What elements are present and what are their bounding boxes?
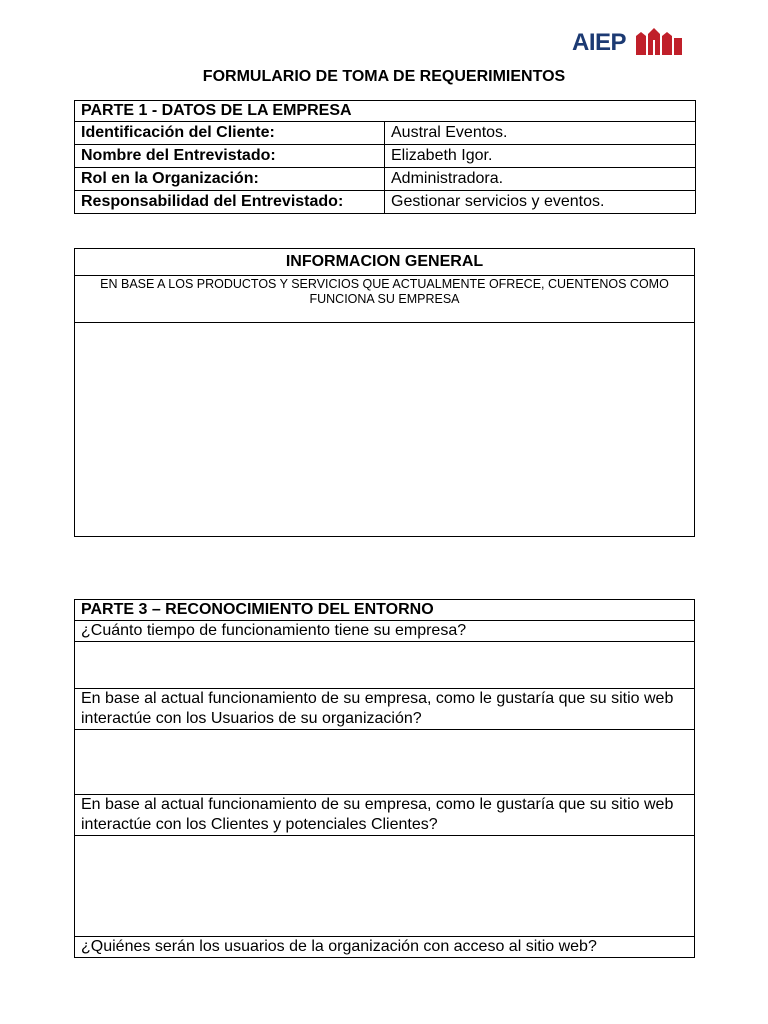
logo-houses-icon <box>634 26 684 56</box>
question-2-answer-field[interactable] <box>75 730 695 795</box>
environment-table <box>74 599 695 958</box>
general-info-answer-field[interactable] <box>75 323 695 537</box>
question-1-answer-field[interactable] <box>75 642 695 689</box>
question-1-text: ¿Cuánto tiempo de funcionamiento tiene su empresa? <box>75 621 695 642</box>
section-header-info-general: INFORMACION GENERAL <box>75 249 695 276</box>
responsibility-label: Responsabilidad del Entrevistado: <box>75 191 385 214</box>
client-id-label: Identificación del Cliente: <box>75 122 385 145</box>
question-3-text: En base al actual funcionamiento de su empresa, como le gustaría que su sitio web interactúe con los Clientes y potenciales Clientes? <box>75 795 695 836</box>
role-value[interactable]: Administradora. <box>385 168 696 191</box>
interviewee-name-label: Nombre del Entrevistado: <box>75 145 385 168</box>
question-2-text: En base al actual funcionamiento de su empresa, como le gustaría que su sitio web interactúe con los Usuarios de su organización? <box>75 689 695 730</box>
client-id-value[interactable]: Austral Eventos. <box>385 122 696 145</box>
logo-text: AIEP <box>572 29 627 56</box>
role-label: Rol en la Organización: <box>75 168 385 191</box>
question-4-text: ¿Quiénes serán los usuarios de la organización con acceso al sitio web? <box>75 937 695 958</box>
table-row <box>75 122 696 145</box>
table-row <box>75 145 696 168</box>
interviewee-name-value[interactable]: Elizabeth Igor. <box>385 145 696 168</box>
form-title: FORMULARIO DE TOMA DE REQUERIMIENTOS <box>202 68 566 85</box>
company-data-table <box>74 100 696 214</box>
general-info-prompt: EN BASE A LOS PRODUCTOS Y SERVICIOS QUE ACTUALMENTE OFRECE, CUENTENOS COMO FUNCIONA SU EMPRESA <box>75 276 695 323</box>
responsibility-value[interactable]: Gestionar servicios y eventos. <box>385 191 696 214</box>
general-info-table <box>74 248 695 537</box>
table-row <box>75 191 696 214</box>
section-header-parte3: PARTE 3 – RECONOCIMIENTO DEL ENTORNO <box>75 600 695 621</box>
section-header-parte1: PARTE 1 - DATOS DE LA EMPRESA <box>75 101 696 122</box>
aiep-logo <box>572 26 684 58</box>
table-row <box>75 168 696 191</box>
question-3-answer-field[interactable] <box>75 836 695 937</box>
